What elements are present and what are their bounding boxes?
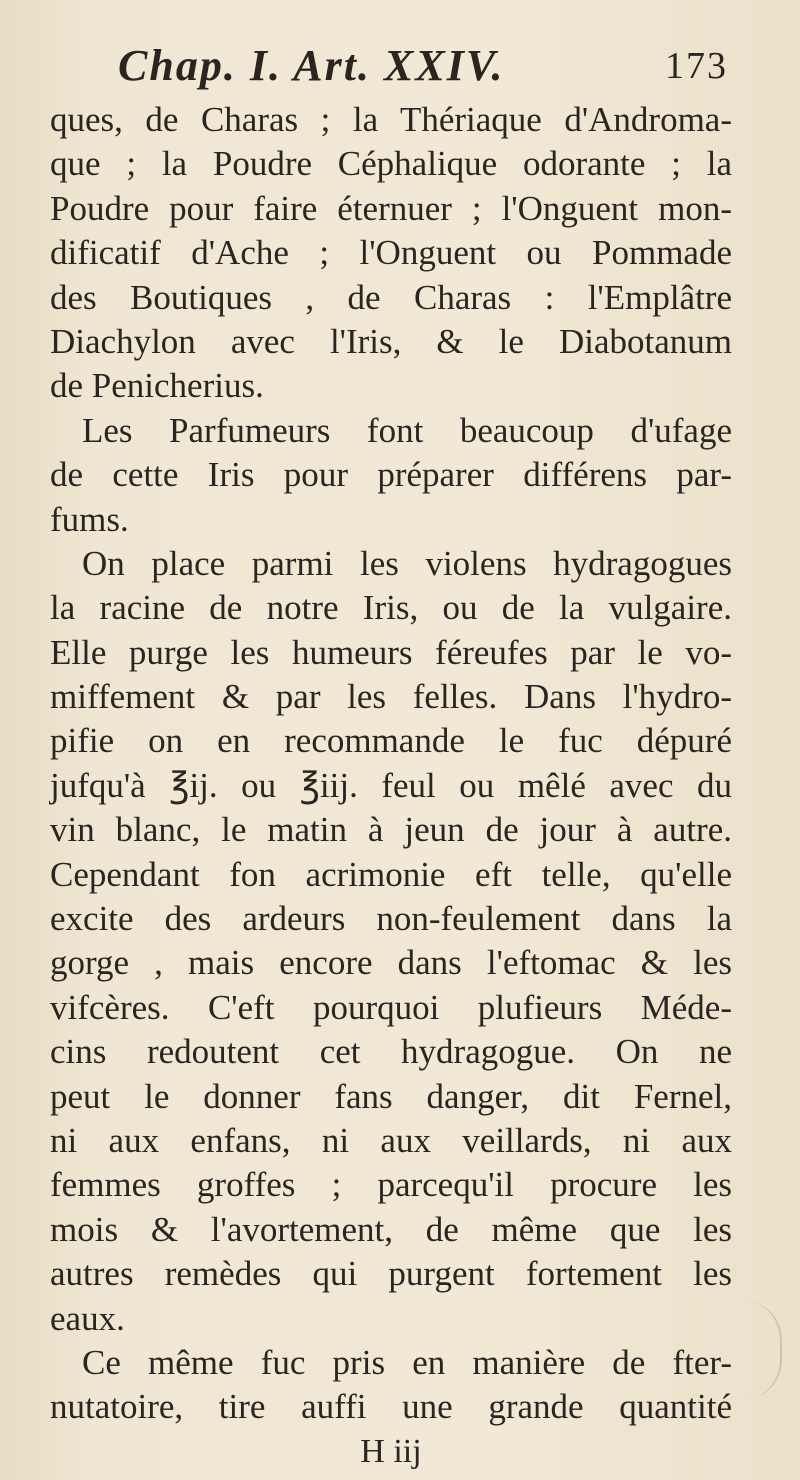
text-line: Diachylon avec l'Iris, & le Diabotanum <box>50 321 732 361</box>
text-line: vifcères. C'eft pourquoi plufieurs Méde- <box>50 987 732 1027</box>
page-number: 173 <box>665 45 728 87</box>
text-line: pifie on en recommande le fuc dépuré <box>50 721 732 761</box>
text-line: autres remèdes qui purgent fortement les <box>50 1254 732 1294</box>
text-line: que ; la Poudre Céphalique odorante ; la <box>50 144 732 184</box>
text-line: ni aux enfans, ni aux veillards, ni aux <box>50 1120 732 1160</box>
text-line: Elle purge les humeurs féreufes par le vo- <box>50 632 732 672</box>
page-edge-shadow <box>740 1300 782 1400</box>
text-line: peut le donner fans danger, dit Fernel, <box>50 1076 732 1116</box>
paragraph-start: Ce même fuc pris en manière de fter- <box>82 1342 732 1382</box>
text-line: Poudre pour faire éternuer ; l'Onguent mon- <box>50 188 732 228</box>
text-line: excite des ardeurs non-feulement dans la <box>50 899 732 939</box>
text-line: de cette Iris pour préparer différens par- <box>50 455 732 495</box>
running-header <box>118 40 728 96</box>
text-line: femmes groffes ; parcequ'il procure les <box>50 1165 732 1205</box>
text-line: de Penicherius. <box>50 366 264 406</box>
text-line: vin blanc, le matin à jeun de jour à autre. <box>50 810 732 850</box>
text-line: la racine de notre Iris, ou de la vulgaire. <box>50 588 732 628</box>
running-title: Chap. I. Art. XXIV. <box>118 41 505 90</box>
body-text <box>50 98 732 1474</box>
text-line: miffement & par les felles. Dans l'hydro- <box>50 677 732 717</box>
text-line: mois & l'avortement, de même que les <box>50 1209 732 1249</box>
text-line: eaux. <box>50 1298 125 1338</box>
text-line: gorge , mais encore dans l'eftomac & les <box>50 943 732 983</box>
text-line: ques, de Charas ; la Thériaque d'Androma- <box>50 100 732 139</box>
paragraph-start: Les Parfumeurs font beaucoup d'ufage <box>82 410 732 450</box>
text-line: cins redoutent cet hydragogue. On ne <box>50 1032 732 1072</box>
text-line: dificatif d'Ache ; l'Onguent ou Pommade <box>50 233 732 273</box>
text-line: Cependant fon acrimonie eft telle, qu'elle <box>50 854 732 894</box>
text-line: jufqu'à ℥ij. ou ℥iij. feul ou mêlé avec du <box>50 765 732 805</box>
paragraph-start: On place parmi les violens hydragogues <box>82 543 732 583</box>
signature-mark: H iij <box>360 1432 422 1470</box>
text-line: fums. <box>50 499 129 539</box>
text-line: des Boutiques , de Charas : l'Emplâtre <box>50 277 732 317</box>
text-line: nutatoire, tire auffi une grande quantité <box>50 1387 732 1427</box>
